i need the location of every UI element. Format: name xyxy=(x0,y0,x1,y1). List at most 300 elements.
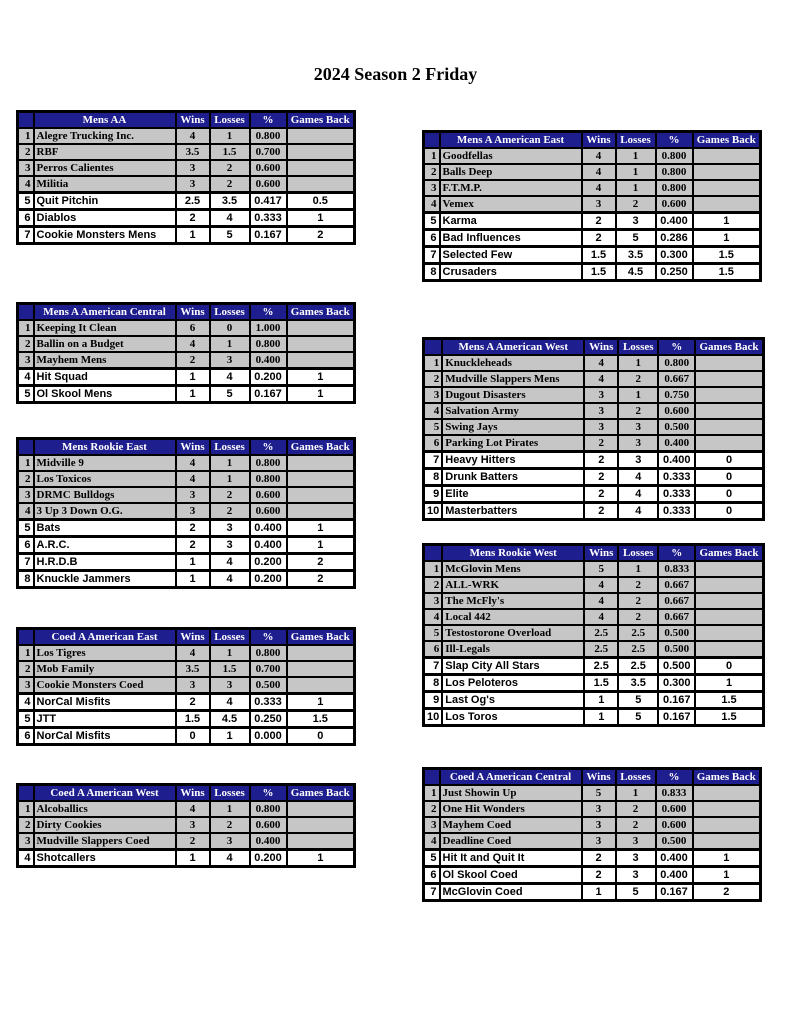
wins-cell: 5 xyxy=(582,785,616,801)
pct-cell: 0.417 xyxy=(250,193,287,210)
team-name: Bats xyxy=(34,520,176,537)
division-header: Mens AA xyxy=(34,112,176,129)
wins-cell: 1.5 xyxy=(176,711,210,728)
games-back-cell: 1 xyxy=(287,694,355,711)
table-row xyxy=(18,817,355,833)
table-row xyxy=(424,867,761,884)
table-row xyxy=(424,609,764,625)
losses-cell: 2.5 xyxy=(618,641,658,658)
table-row xyxy=(18,487,355,503)
pct-cell: 0.500 xyxy=(658,625,695,641)
pct-cell: 0.400 xyxy=(250,352,287,369)
losses-cell: 2 xyxy=(618,577,658,593)
table-row xyxy=(18,537,355,554)
team-name: Swing Jays xyxy=(442,419,584,435)
games-back-cell xyxy=(693,148,761,164)
losses-cell: 3 xyxy=(616,850,656,867)
wins-cell: 2 xyxy=(584,435,618,452)
team-name: Dirty Cookies xyxy=(34,817,176,833)
team-name: Balls Deep xyxy=(440,164,582,180)
wins-cell: 3 xyxy=(176,503,210,520)
games-back-cell xyxy=(695,403,763,419)
team-name: A.R.C. xyxy=(34,537,176,554)
table-row xyxy=(424,833,761,850)
wins-cell: 4 xyxy=(176,471,210,487)
wins-cell: 2 xyxy=(176,694,210,711)
table-row xyxy=(424,230,761,247)
games-back-cell xyxy=(693,817,761,833)
wins-cell: 4 xyxy=(584,609,618,625)
pct-cell: 0.833 xyxy=(656,785,693,801)
wins-cell: 4 xyxy=(582,148,616,164)
games-back-cell: 0 xyxy=(695,452,763,469)
wins-cell: 2.5 xyxy=(584,625,618,641)
rank-cell: 4 xyxy=(18,850,34,867)
header-row xyxy=(18,629,355,646)
games-back-cell xyxy=(695,355,763,371)
rank-cell: 3 xyxy=(18,677,34,694)
table-row xyxy=(18,471,355,487)
team-name: Ol Skool Coed xyxy=(440,867,582,884)
games-back-cell xyxy=(695,419,763,435)
rank-cell: 8 xyxy=(424,675,443,692)
pct-cell: 0.250 xyxy=(656,264,693,281)
header-row xyxy=(18,304,355,321)
losses-cell: 4 xyxy=(210,694,250,711)
table-row xyxy=(18,645,355,661)
losses-header: Losses xyxy=(616,769,656,786)
wins-cell: 1 xyxy=(176,554,210,571)
wins-cell: 1 xyxy=(176,850,210,867)
wins-cell: 4 xyxy=(584,355,618,371)
wins-cell: 4 xyxy=(582,180,616,196)
losses-cell: 1.5 xyxy=(210,144,250,160)
team-name: Mob Family xyxy=(34,661,176,677)
games-back-cell: 1 xyxy=(287,850,355,867)
pct-cell: 0.667 xyxy=(658,577,695,593)
rank-cell: 3 xyxy=(424,387,443,403)
table-row xyxy=(18,320,355,336)
rank-cell: 1 xyxy=(18,801,34,817)
team-name: The McFly's xyxy=(442,593,584,609)
losses-cell: 3 xyxy=(616,213,656,230)
rank-cell: 7 xyxy=(424,884,440,901)
standings-table xyxy=(422,543,765,727)
rank-cell: 1 xyxy=(424,785,440,801)
games-back-cell xyxy=(693,801,761,817)
games-back-header: Games Back xyxy=(695,339,763,356)
header-row xyxy=(424,339,764,356)
rank-cell: 7 xyxy=(18,554,34,571)
team-name: Vemex xyxy=(440,196,582,213)
table-row xyxy=(18,571,355,588)
team-name: One Hit Wonders xyxy=(440,801,582,817)
games-back-cell: 2 xyxy=(287,571,355,588)
table-row xyxy=(424,247,761,264)
losses-cell: 3 xyxy=(210,352,250,369)
rank-cell: 2 xyxy=(18,336,34,352)
table-row xyxy=(18,176,355,193)
pct-cell: 0.200 xyxy=(250,369,287,386)
rank-cell: 5 xyxy=(424,419,443,435)
losses-cell: 2.5 xyxy=(618,658,658,675)
team-name: Los Tigres xyxy=(34,645,176,661)
table-row xyxy=(18,554,355,571)
games-back-cell xyxy=(693,164,761,180)
wins-cell: 3 xyxy=(176,176,210,193)
losses-cell: 5 xyxy=(618,692,658,709)
games-back-cell xyxy=(287,661,355,677)
losses-cell: 3.5 xyxy=(210,193,250,210)
games-back-cell xyxy=(695,561,763,577)
team-name: Cookie Monsters Coed xyxy=(34,677,176,694)
header-row xyxy=(18,785,355,802)
games-back-cell: 1.5 xyxy=(693,247,761,264)
pct-header: % xyxy=(250,304,287,321)
team-name: Perros Calientes xyxy=(34,160,176,176)
pct-cell: 0.700 xyxy=(250,144,287,160)
losses-cell: 4 xyxy=(618,469,658,486)
games-back-cell: 0 xyxy=(287,728,355,745)
losses-cell: 1 xyxy=(210,471,250,487)
table-row xyxy=(424,801,761,817)
team-name: Slap City All Stars xyxy=(442,658,584,675)
losses-cell: 5 xyxy=(210,386,250,403)
wins-cell: 2 xyxy=(584,469,618,486)
games-back-cell xyxy=(287,817,355,833)
rank-cell: 9 xyxy=(424,692,443,709)
pct-cell: 0.600 xyxy=(658,403,695,419)
rank-header xyxy=(424,769,440,786)
games-back-cell xyxy=(287,487,355,503)
team-name: Bad Influences xyxy=(440,230,582,247)
wins-cell: 2 xyxy=(176,537,210,554)
games-back-cell: 1 xyxy=(693,867,761,884)
pct-cell: 0.400 xyxy=(250,537,287,554)
losses-cell: 2.5 xyxy=(618,625,658,641)
pct-cell: 0.800 xyxy=(250,645,287,661)
games-back-cell xyxy=(695,371,763,387)
rank-cell: 4 xyxy=(424,609,443,625)
team-name: Ol Skool Mens xyxy=(34,386,176,403)
table-row xyxy=(424,435,764,452)
table-row xyxy=(18,850,355,867)
pct-cell: 0.800 xyxy=(250,455,287,471)
games-back-header: Games Back xyxy=(287,785,355,802)
wins-header: Wins xyxy=(584,545,618,562)
team-name: Just Showin Up xyxy=(440,785,582,801)
table-row xyxy=(18,661,355,677)
games-back-cell xyxy=(693,180,761,196)
pct-cell: 0.000 xyxy=(250,728,287,745)
rank-cell: 3 xyxy=(18,833,34,850)
rank-cell: 10 xyxy=(424,503,443,520)
losses-header: Losses xyxy=(618,545,658,562)
table-row xyxy=(18,227,355,244)
losses-cell: 2 xyxy=(210,817,250,833)
standings-table xyxy=(422,130,762,282)
team-name: Masterbatters xyxy=(442,503,584,520)
table-row xyxy=(424,658,764,675)
wins-cell: 1 xyxy=(176,369,210,386)
losses-header: Losses xyxy=(210,304,250,321)
pct-cell: 0.300 xyxy=(658,675,695,692)
table-row xyxy=(18,520,355,537)
team-name: McGlovin Coed xyxy=(440,884,582,901)
team-name: Crusaders xyxy=(440,264,582,281)
pct-cell: 0.167 xyxy=(250,386,287,403)
division-header: Mens A American Central xyxy=(34,304,176,321)
wins-header: Wins xyxy=(176,785,210,802)
games-back-cell: 0 xyxy=(695,486,763,503)
pct-cell: 0.400 xyxy=(656,850,693,867)
division-header: Mens Rookie East xyxy=(34,439,176,456)
pct-header: % xyxy=(250,112,287,129)
team-name: Shotcallers xyxy=(34,850,176,867)
rank-cell: 3 xyxy=(424,180,440,196)
wins-cell: 1 xyxy=(584,692,618,709)
rank-cell: 6 xyxy=(424,867,440,884)
losses-cell: 2 xyxy=(210,503,250,520)
rank-cell: 7 xyxy=(424,247,440,264)
games-back-cell: 1 xyxy=(693,850,761,867)
pct-cell: 0.800 xyxy=(250,801,287,817)
table-row xyxy=(424,264,761,281)
team-name: Knuckleheads xyxy=(442,355,584,371)
losses-cell: 3 xyxy=(210,537,250,554)
rank-cell: 8 xyxy=(424,469,443,486)
losses-cell: 2 xyxy=(616,196,656,213)
losses-cell: 3 xyxy=(210,520,250,537)
pct-header: % xyxy=(250,439,287,456)
wins-cell: 2 xyxy=(584,486,618,503)
rank-cell: 6 xyxy=(18,728,34,745)
rank-cell: 4 xyxy=(18,369,34,386)
table-row xyxy=(424,469,764,486)
table-row xyxy=(18,711,355,728)
pct-cell: 0.400 xyxy=(656,213,693,230)
team-name: 3 Up 3 Down O.G. xyxy=(34,503,176,520)
table-row xyxy=(18,336,355,352)
wins-cell: 4 xyxy=(176,645,210,661)
games-back-cell: 1.5 xyxy=(695,692,763,709)
rank-header xyxy=(18,112,34,129)
losses-header: Losses xyxy=(210,439,250,456)
team-name: Heavy Hitters xyxy=(442,452,584,469)
games-back-header: Games Back xyxy=(695,545,763,562)
team-name: Los Peloteros xyxy=(442,675,584,692)
wins-cell: 2.5 xyxy=(176,193,210,210)
games-back-cell: 1 xyxy=(287,520,355,537)
table-row xyxy=(424,675,764,692)
table-row xyxy=(424,180,761,196)
games-back-cell xyxy=(287,320,355,336)
table-row xyxy=(18,352,355,369)
losses-cell: 3.5 xyxy=(616,247,656,264)
pct-cell: 1.000 xyxy=(250,320,287,336)
losses-cell: 4 xyxy=(618,503,658,520)
table-row xyxy=(424,817,761,833)
team-name: Keeping It Clean xyxy=(34,320,176,336)
table-row xyxy=(18,160,355,176)
pct-cell: 0.600 xyxy=(250,817,287,833)
wins-cell: 2 xyxy=(176,520,210,537)
rank-cell: 2 xyxy=(424,801,440,817)
table-row xyxy=(424,593,764,609)
wins-cell: 0 xyxy=(176,728,210,745)
team-name: Los Toros xyxy=(442,709,584,726)
losses-cell: 1.5 xyxy=(210,661,250,677)
losses-cell: 3 xyxy=(616,833,656,850)
losses-header: Losses xyxy=(618,339,658,356)
games-back-cell xyxy=(287,352,355,369)
pct-cell: 0.667 xyxy=(658,609,695,625)
team-name: Hit Squad xyxy=(34,369,176,386)
losses-header: Losses xyxy=(210,785,250,802)
wins-cell: 4 xyxy=(582,164,616,180)
games-back-cell: 2 xyxy=(693,884,761,901)
wins-cell: 2.5 xyxy=(584,641,618,658)
pct-cell: 0.167 xyxy=(658,692,695,709)
pct-cell: 0.500 xyxy=(658,641,695,658)
team-name: Knuckle Jammers xyxy=(34,571,176,588)
pct-cell: 0.600 xyxy=(250,160,287,176)
wins-header: Wins xyxy=(582,132,616,149)
wins-cell: 5 xyxy=(584,561,618,577)
wins-cell: 1.5 xyxy=(582,264,616,281)
pct-cell: 0.333 xyxy=(250,210,287,227)
table-row xyxy=(424,625,764,641)
games-back-cell xyxy=(287,160,355,176)
losses-cell: 2 xyxy=(618,593,658,609)
header-row xyxy=(424,769,761,786)
games-back-cell: 2 xyxy=(287,227,355,244)
table-row xyxy=(18,833,355,850)
rank-cell: 2 xyxy=(424,577,443,593)
losses-cell: 1 xyxy=(210,455,250,471)
pct-cell: 0.600 xyxy=(656,801,693,817)
games-back-cell: 1.5 xyxy=(695,709,763,726)
wins-header: Wins xyxy=(584,339,618,356)
wins-cell: 1 xyxy=(176,571,210,588)
games-back-cell: 0 xyxy=(695,658,763,675)
table-row xyxy=(424,884,761,901)
wins-cell: 4 xyxy=(176,128,210,144)
games-back-cell xyxy=(693,785,761,801)
pct-cell: 0.600 xyxy=(250,503,287,520)
rank-cell: 6 xyxy=(18,537,34,554)
rank-cell: 6 xyxy=(424,230,440,247)
games-back-header: Games Back xyxy=(287,629,355,646)
games-back-cell xyxy=(695,435,763,452)
table-row xyxy=(424,486,764,503)
losses-cell: 2 xyxy=(618,609,658,625)
header-row xyxy=(18,112,355,129)
pct-cell: 0.800 xyxy=(250,128,287,144)
games-back-cell: 0.5 xyxy=(287,193,355,210)
standings-table xyxy=(16,437,356,589)
wins-cell: 3.5 xyxy=(176,144,210,160)
table-row xyxy=(424,452,764,469)
losses-cell: 3 xyxy=(618,419,658,435)
pct-cell: 0.800 xyxy=(250,471,287,487)
wins-cell: 2 xyxy=(582,867,616,884)
games-back-cell xyxy=(287,176,355,193)
page-title: 2024 Season 2 Friday xyxy=(313,64,478,84)
wins-cell: 4 xyxy=(584,371,618,387)
rank-cell: 3 xyxy=(424,593,443,609)
losses-cell: 4 xyxy=(618,486,658,503)
wins-cell: 4 xyxy=(176,455,210,471)
wins-cell: 1 xyxy=(582,884,616,901)
wins-cell: 3 xyxy=(176,487,210,503)
losses-cell: 1 xyxy=(210,336,250,352)
pct-cell: 0.800 xyxy=(656,148,693,164)
rank-cell: 1 xyxy=(424,148,440,164)
team-name: F.T.M.P. xyxy=(440,180,582,196)
wins-cell: 3 xyxy=(582,801,616,817)
pct-cell: 0.800 xyxy=(250,336,287,352)
losses-cell: 4 xyxy=(210,554,250,571)
games-back-header: Games Back xyxy=(287,304,355,321)
table-row xyxy=(424,371,764,387)
wins-cell: 4 xyxy=(584,593,618,609)
wins-header: Wins xyxy=(176,304,210,321)
pct-cell: 0.400 xyxy=(656,867,693,884)
games-back-header: Games Back xyxy=(287,112,355,129)
team-name: Diablos xyxy=(34,210,176,227)
pct-cell: 0.167 xyxy=(656,884,693,901)
team-name: Mayhem Coed xyxy=(440,817,582,833)
rank-cell: 6 xyxy=(424,641,443,658)
standings-table xyxy=(422,767,762,902)
team-name: RBF xyxy=(34,144,176,160)
games-back-header: Games Back xyxy=(693,769,761,786)
team-name: Alegre Trucking Inc. xyxy=(34,128,176,144)
team-name: Ballin on a Budget xyxy=(34,336,176,352)
rank-cell: 3 xyxy=(18,160,34,176)
wins-cell: 3 xyxy=(582,833,616,850)
pct-cell: 0.333 xyxy=(658,503,695,520)
table-row xyxy=(424,641,764,658)
pct-cell: 0.200 xyxy=(250,554,287,571)
rank-cell: 2 xyxy=(18,817,34,833)
table-row xyxy=(424,692,764,709)
pct-cell: 0.400 xyxy=(250,520,287,537)
pct-cell: 0.600 xyxy=(656,196,693,213)
losses-cell: 1 xyxy=(210,645,250,661)
team-name: Last Og's xyxy=(442,692,584,709)
table-row xyxy=(424,577,764,593)
team-name: NorCal Misfits xyxy=(34,728,176,745)
team-name: Karma xyxy=(440,213,582,230)
pct-cell: 0.286 xyxy=(656,230,693,247)
table-row xyxy=(424,148,761,164)
wins-cell: 2 xyxy=(582,850,616,867)
rank-cell: 5 xyxy=(424,850,440,867)
rank-cell: 2 xyxy=(18,144,34,160)
pct-cell: 0.400 xyxy=(658,435,695,452)
rank-cell: 3 xyxy=(424,817,440,833)
losses-cell: 1 xyxy=(618,561,658,577)
rank-header xyxy=(424,339,443,356)
rank-cell: 4 xyxy=(424,833,440,850)
standings-table xyxy=(16,783,356,868)
games-back-cell xyxy=(695,641,763,658)
rank-cell: 4 xyxy=(18,176,34,193)
pct-cell: 0.300 xyxy=(656,247,693,264)
table-row xyxy=(424,503,764,520)
